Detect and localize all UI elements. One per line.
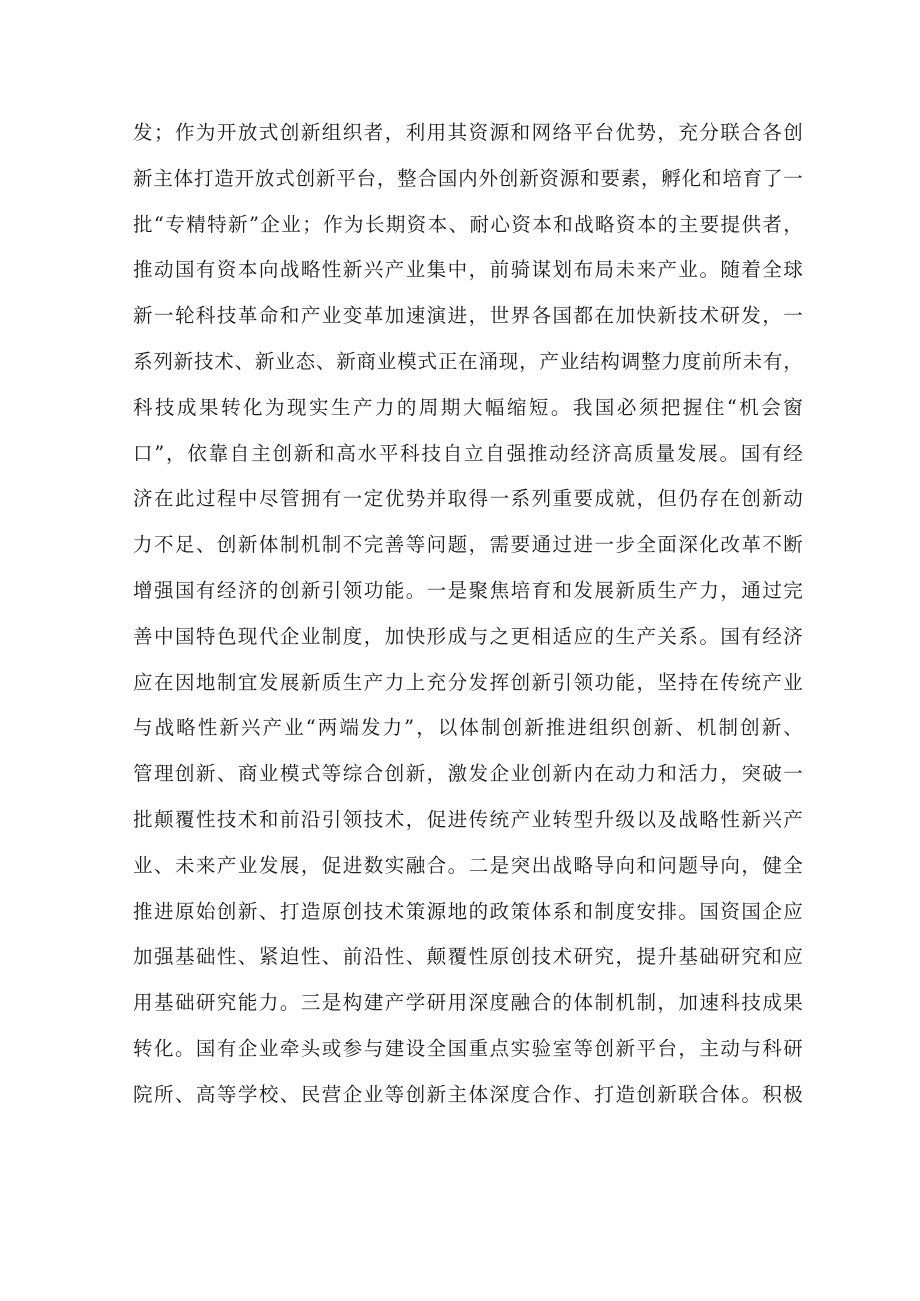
text-line: 系列新技术、新业态、新商业模式正在涌现，产业结构调整力度前所未有，	[133, 349, 803, 373]
text-line: 加强基础性、紧迫性、前沿性、颠覆性原创技术研究，提升基础研究和应	[133, 945, 803, 969]
text-line: 批“专精特新”企业；作为长期资本、耐心资本和战略资本的主要提供者，	[133, 212, 803, 236]
text-line: 力不足、创新体制机制不完善等问题，需要通过进一步全面深化改革不断	[133, 533, 803, 557]
text-line: 推动国有资本向战略性新兴产业集中，前骑谋划布局未来产业。随着全球	[133, 258, 803, 282]
text-line: 用基础研究能力。三是构建产学研用深度融合的体制机制，加速科技成果	[133, 991, 803, 1015]
text-line: 转化。国有企业牵头或参与建设全国重点实验室等创新平台，主动与科研	[133, 1036, 803, 1060]
text-line: 应在因地制宜发展新质生产力上充分发挥创新引领功能，坚持在传统产业	[133, 670, 803, 694]
body-text	[133, 110, 803, 1118]
text-line: 济在此过程中尽管拥有一定优势并取得一系列重要成就，但仍存在创新动	[133, 487, 803, 511]
text-line: 善中国特色现代企业制度，加快形成与之更相适应的生产关系。国有经济	[133, 624, 803, 648]
text-line: 与战略性新兴产业“两端发力”，以体制创新推进组织创新、机制创新、	[133, 716, 803, 740]
text-line: 科技成果转化为现实生产力的周期大幅缩短。我国必须把握住“机会窗	[133, 395, 803, 419]
text-line: 推进原始创新、打造原创技术策源地的政策体系和制度安排。国资国企应	[133, 899, 803, 923]
text-line: 新一轮科技革命和产业变革加速演进，世界各国都在加快新技术研发，一	[133, 304, 803, 328]
text-line: 发；作为开放式创新组织者，利用其资源和网络平台优势，充分联合各创	[133, 121, 803, 144]
text-line: 新主体打造开放式创新平台，整合国内外创新资源和要素，孵化和培育了一	[133, 166, 803, 190]
text-line: 院所、高等学校、民营企业等创新主体深度合作、打造创新联合体。积极	[133, 1082, 803, 1106]
text-line: 管理创新、商业模式等综合创新，激发企业创新内在动力和活力，突破一	[133, 762, 803, 786]
text-line: 批颠覆性技术和前沿引领技术，促进传统产业转型升级以及战略性新兴产	[133, 807, 803, 831]
text-line: 业、未来产业发展，促进数实融合。二是突出战略导向和问题导向，健全	[133, 853, 803, 877]
text-line: 口”，依靠自主创新和高水平科技自立自强推动经济高质量发展。国有经	[133, 441, 803, 465]
text-line: 增强国有经济的创新引领功能。一是聚焦培育和发展新质生产力，通过完	[133, 578, 803, 602]
